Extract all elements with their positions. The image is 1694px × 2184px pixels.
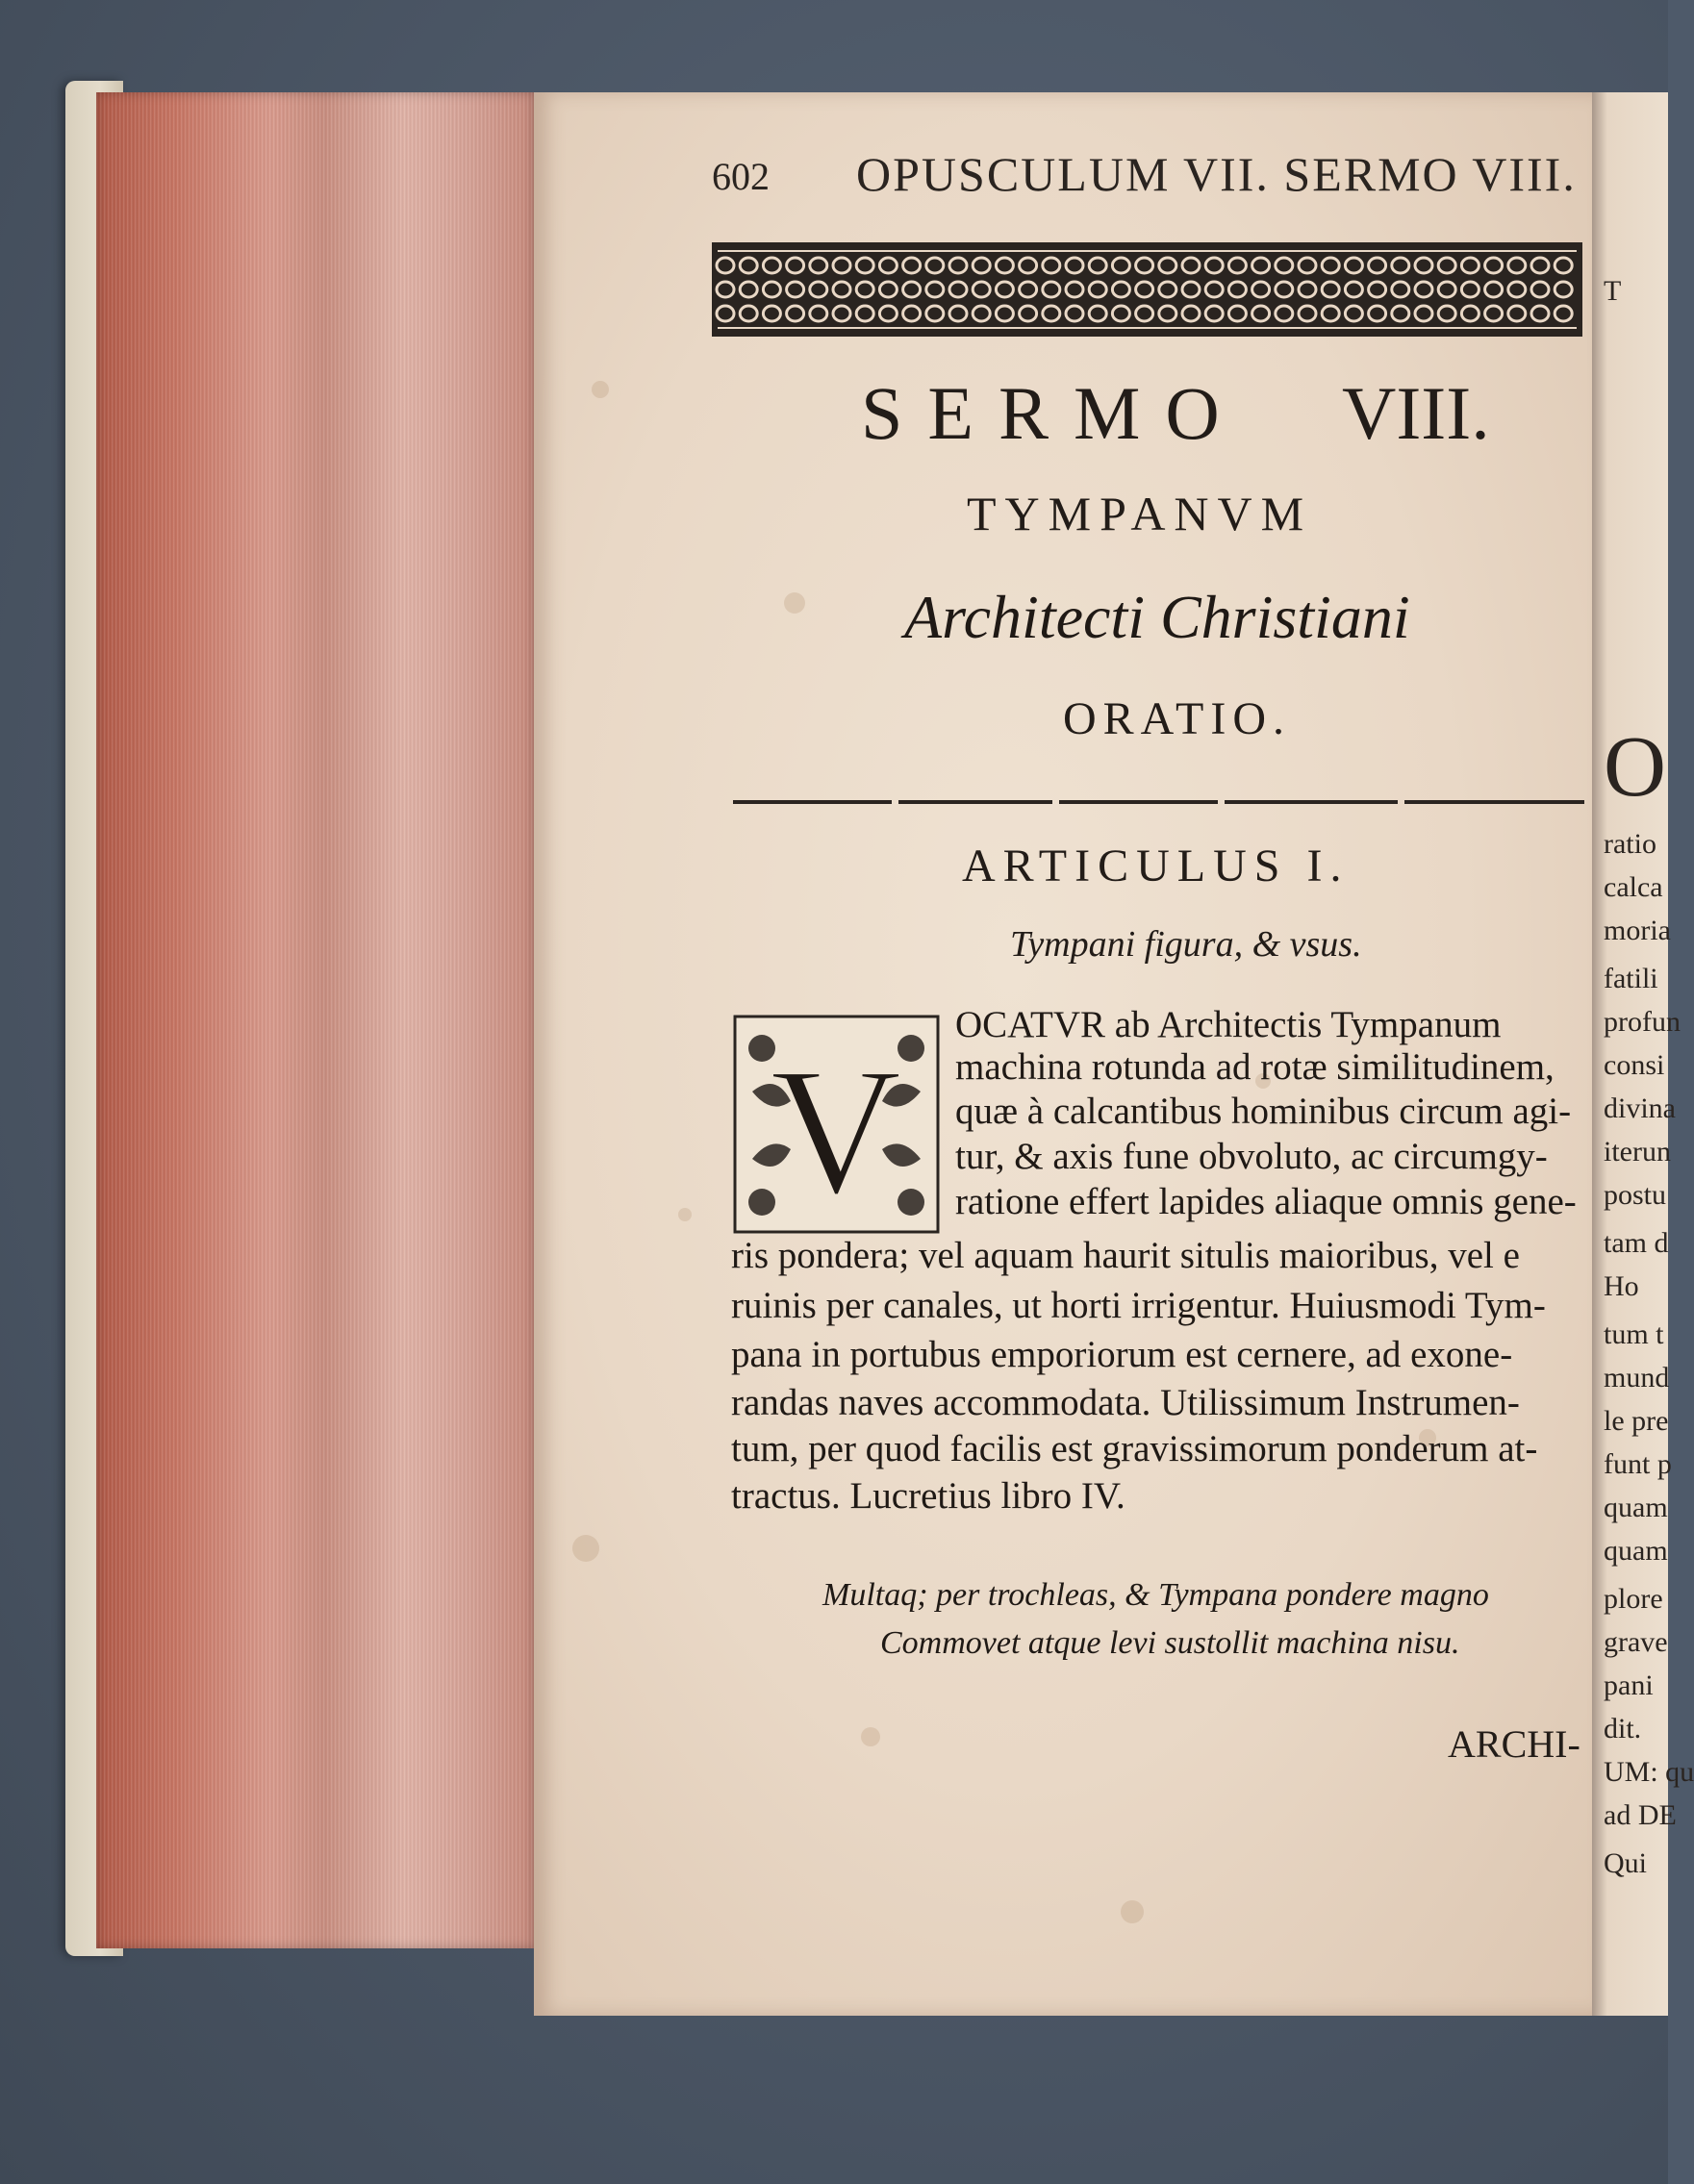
facing-page-text-fragment: tum t (1604, 1318, 1664, 1350)
running-header (712, 142, 1578, 200)
foxing-spot (592, 381, 609, 398)
foxing-spot (861, 1727, 880, 1746)
facing-page-text-fragment: O (1604, 719, 1666, 815)
facing-page-text-fragment: pani (1604, 1669, 1654, 1701)
facing-page-text-fragment: mund (1604, 1362, 1670, 1393)
facing-page-text-fragment: postu (1604, 1179, 1667, 1211)
facing-page-text-fragment: Qui (1604, 1847, 1647, 1879)
verse-quote-line: Multaq; per trochleas, & Tympana pondere magno (822, 1577, 1489, 1613)
catchword: ARCHI- (1448, 1722, 1580, 1766)
sermon-subtitle-italic: Architecti Christiani (904, 583, 1410, 651)
page-block-fore-edge (96, 92, 534, 1948)
facing-page-edge (1592, 92, 1694, 2016)
body-text-line: OCATVR ab Architectis Tympanum (955, 1004, 1502, 1045)
facing-page-text-fragment: divina (1604, 1092, 1676, 1124)
facing-page-text-fragment: calca (1604, 871, 1663, 903)
verse-quote-line: Commovet atque levi sustollit machina nisu. (880, 1625, 1460, 1661)
facing-page-text-fragment: T (1604, 275, 1622, 307)
body-text-line: ris pondera; vel aquam haurit situlis maioribus, vel e (731, 1235, 1520, 1276)
article-title: ARTICULUS I. (962, 841, 1350, 891)
facing-page-text-fragment: plore (1604, 1583, 1663, 1615)
facing-page-text-fragment: moria (1604, 915, 1671, 946)
facing-page-text-fragment: le pre (1604, 1405, 1669, 1437)
facing-page-text-fragment: dit. (1604, 1713, 1642, 1745)
foxing-spot (1121, 1900, 1144, 1923)
facing-page-text-fragment: Ho (1604, 1270, 1639, 1302)
foxing-spot (572, 1535, 599, 1562)
foxing-spot (784, 592, 805, 614)
body-text-line: randas naves accommodata. Utilissimum Instrumen- (731, 1382, 1520, 1423)
facing-page-text-fragment: profun (1604, 1006, 1681, 1038)
body-text-line: tur, & axis fune obvoluto, ac circumgy- (955, 1136, 1548, 1177)
body-text-line: tum, per quod facilis est gravissimorum ponderum at- (731, 1428, 1538, 1469)
facing-page-text-fragment: UM: qu (1604, 1756, 1694, 1788)
facing-page-text-fragment: tam d (1604, 1227, 1669, 1259)
section-rule (733, 796, 1584, 808)
body-text-line: tractus. Lucretius libro IV. (731, 1475, 1125, 1517)
facing-page-text-fragment: ad DE (1604, 1799, 1677, 1831)
oratio-heading: ORATIO. (1063, 693, 1291, 744)
sermon-number: VIII. (1342, 371, 1490, 455)
sermon-subtitle: TYMPANVM (967, 487, 1313, 540)
page-number: 602 (712, 155, 770, 198)
body-text-line: pana in portubus emporiorum est cernere, ad exone- (731, 1334, 1513, 1375)
facing-page-text-fragment: quam (1604, 1535, 1668, 1567)
body-text-line: quæ à calcantibus hominibus circum agi- (955, 1091, 1572, 1132)
dropcap-letter: V (770, 1031, 902, 1233)
facing-page-text-fragment: funt p (1604, 1448, 1672, 1480)
printers-ornament-band (712, 242, 1582, 337)
facing-page-text-fragment: ratio (1604, 828, 1656, 860)
sermon-title: SERMO (861, 371, 1245, 455)
body-text-line: machina rotunda ad rotæ similitudinem, (955, 1046, 1555, 1088)
facing-page-text-fragment: grave (1604, 1626, 1668, 1658)
running-title: OPUSCULUM VII. SERMO VIII. (856, 147, 1577, 201)
body-text-line: ratione effert lapides aliaque omnis gene- (955, 1181, 1577, 1222)
body-text-line: ruinis per canales, ut horti irrigentur. Huiusmodi Tym- (731, 1285, 1546, 1326)
article-subtitle: Tympani figura, & vsus. (1010, 924, 1362, 965)
facing-page-text-fragment: fatili (1604, 963, 1658, 994)
facing-page-text-fragment: quam (1604, 1492, 1668, 1523)
facing-page-text-fragment: iterun (1604, 1136, 1671, 1167)
foxing-spot (678, 1208, 692, 1221)
decorated-initial (733, 1015, 940, 1234)
facing-page-text-fragment: consi (1604, 1049, 1665, 1081)
